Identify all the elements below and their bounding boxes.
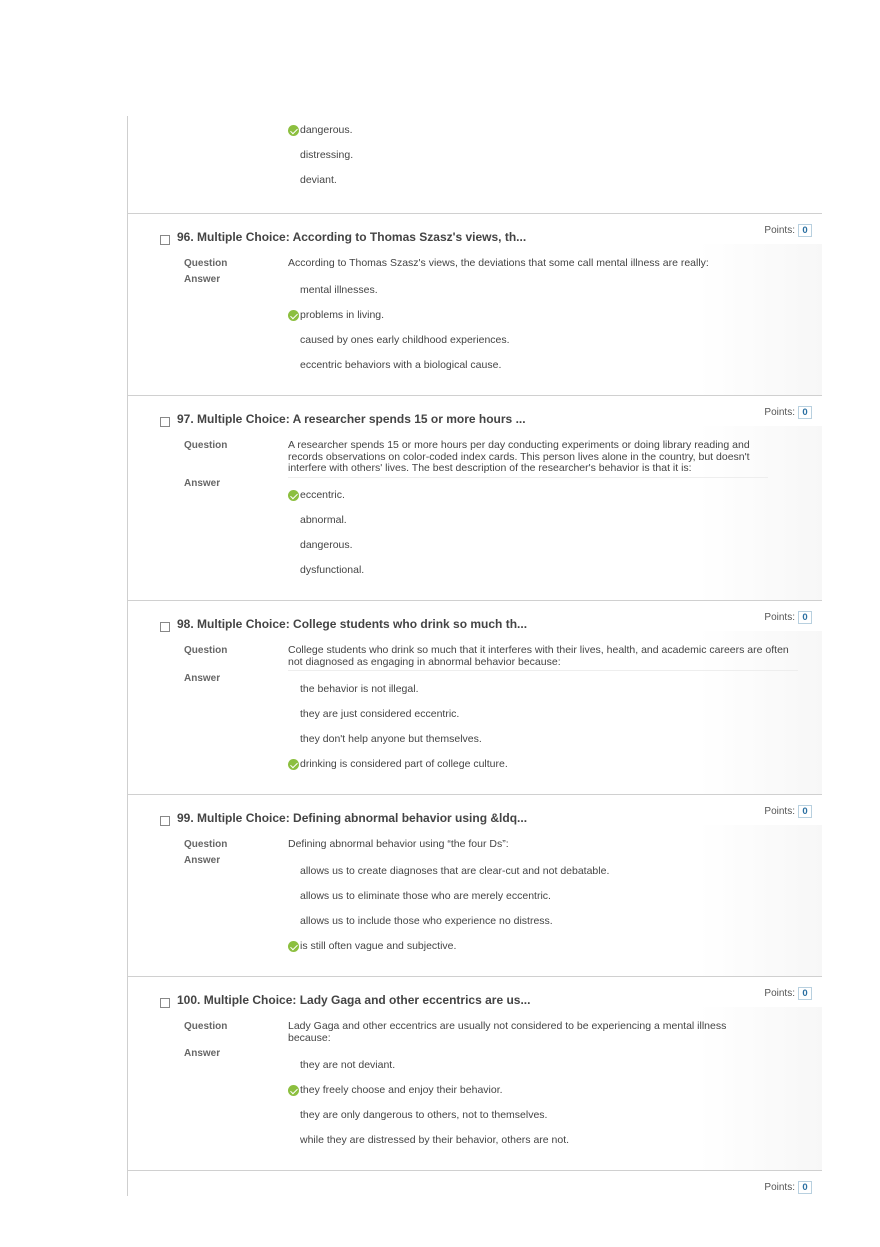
check-icon <box>288 310 299 321</box>
answer-list <box>288 1059 569 1159</box>
answer-option: they are just considered eccentric. <box>300 708 460 720</box>
question-99 <box>128 794 822 976</box>
answer-option: they are only dangerous to others, not to themselves. <box>300 1109 548 1121</box>
answer-option: caused by ones early childhood experiences. <box>300 334 510 346</box>
question-97 <box>128 395 822 600</box>
question-text: A researcher spends 15 or more hours per day conducting experiments or doing library reading and records observations on color-coded index cards. This person lives alone in the country, but doesn't interfere with others' lives. The best description of the researcher's behavior is that it is: <box>288 440 768 478</box>
question-select-checkbox[interactable] <box>160 622 170 632</box>
answer-option: while they are distressed by their behavior, others are not. <box>300 1134 570 1146</box>
answer-option: allows us to eliminate those who are merely eccentric. <box>300 890 551 902</box>
question-next <box>128 1170 822 1196</box>
points-field: Points: 0 <box>764 406 812 419</box>
question-select-checkbox[interactable] <box>160 417 170 427</box>
answer-list <box>288 865 609 965</box>
answer-label: Answer <box>184 673 221 684</box>
answer-option: drinking is considered part of college culture. <box>288 758 508 783</box>
points-value[interactable]: 0 <box>798 1181 812 1194</box>
check-icon <box>288 125 299 136</box>
answer-option: deviant. <box>300 174 337 186</box>
answer-list <box>288 489 364 589</box>
question-text: Defining abnormal behavior using “the four Ds”: <box>288 838 509 850</box>
question-label: Question <box>184 645 228 656</box>
points-field: Points: 0 <box>764 224 812 237</box>
answer-option: they are not deviant. <box>300 1059 396 1071</box>
question-label: Question <box>184 258 228 269</box>
answer-list <box>288 683 508 783</box>
answer-option: is still often vague and subjective. <box>288 940 609 965</box>
answer-label: Answer <box>184 274 221 285</box>
answer-option: mental illnesses. <box>300 284 378 296</box>
answer-option: eccentric. <box>288 489 364 514</box>
answer-option: dangerous. <box>288 124 353 149</box>
answer-option: problems in living. <box>288 309 510 334</box>
points-field: Points: 0 <box>764 611 812 624</box>
answer-label: Answer <box>184 855 221 866</box>
question-100 <box>128 976 822 1170</box>
question-title[interactable]: 99. Multiple Choice: Defining abnormal behavior using &ldq... <box>177 811 528 825</box>
question-select-checkbox[interactable] <box>160 235 170 245</box>
check-icon <box>288 1085 299 1096</box>
answer-label: Answer <box>184 478 221 489</box>
check-icon <box>288 759 299 770</box>
answer-label: Answer <box>184 1048 221 1059</box>
answer-option: dangerous. <box>300 539 353 551</box>
answer-option: allows us to create diagnoses that are clear-cut and not debatable. <box>300 865 610 877</box>
question-select-checkbox[interactable] <box>160 998 170 1008</box>
points-value[interactable]: 0 <box>798 224 812 237</box>
points-field: Points: 0 <box>764 987 812 1000</box>
points-value[interactable]: 0 <box>798 611 812 624</box>
answer-option: they freely choose and enjoy their behavior. <box>288 1084 569 1109</box>
answer-option: allows us to include those who experience no distress. <box>300 915 553 927</box>
question-text: College students who drink so much that it interferes with their lives, health, and academic careers are often not diagnosed as engaging in abnormal behavior because: <box>288 645 798 671</box>
answer-option: the behavior is not illegal. <box>300 683 419 695</box>
question-title[interactable]: 100. Multiple Choice: Lady Gaga and other eccentrics are us... <box>177 993 531 1007</box>
question-list <box>127 116 821 1196</box>
answer-option: distressing. <box>300 149 354 161</box>
answer-list <box>288 124 353 199</box>
points-value[interactable]: 0 <box>798 987 812 1000</box>
answer-option: eccentric behaviors with a biological cause. <box>300 359 502 371</box>
points-field: Points: 0 <box>764 805 812 818</box>
question-title[interactable]: 96. Multiple Choice: According to Thomas Szasz's views, th... <box>177 230 527 244</box>
question-text: According to Thomas Szasz's views, the deviations that some call mental illness are really: <box>288 257 709 269</box>
question-98 <box>128 600 822 794</box>
points-value[interactable]: 0 <box>798 406 812 419</box>
question-select-checkbox[interactable] <box>160 816 170 826</box>
answer-option: they don't help anyone but themselves. <box>300 733 482 745</box>
answer-option: abnormal. <box>300 514 347 526</box>
answer-option: dysfunctional. <box>300 564 365 576</box>
question-96 <box>128 213 822 395</box>
question-label: Question <box>184 440 228 451</box>
check-icon <box>288 941 299 952</box>
question-text: Lady Gaga and other eccentrics are usually not considered to be experiencing a mental illness because: <box>288 1020 727 1044</box>
points-field: Points: 0 <box>764 1181 812 1194</box>
check-icon <box>288 490 299 501</box>
question-title[interactable]: 98. Multiple Choice: College students who drink so much th... <box>177 617 528 631</box>
points-value[interactable]: 0 <box>798 805 812 818</box>
question-label: Question <box>184 1021 228 1032</box>
answer-list <box>288 284 510 384</box>
question-title[interactable]: 97. Multiple Choice: A researcher spends 15 or more hours ... <box>177 412 526 426</box>
question-label: Question <box>184 839 228 850</box>
